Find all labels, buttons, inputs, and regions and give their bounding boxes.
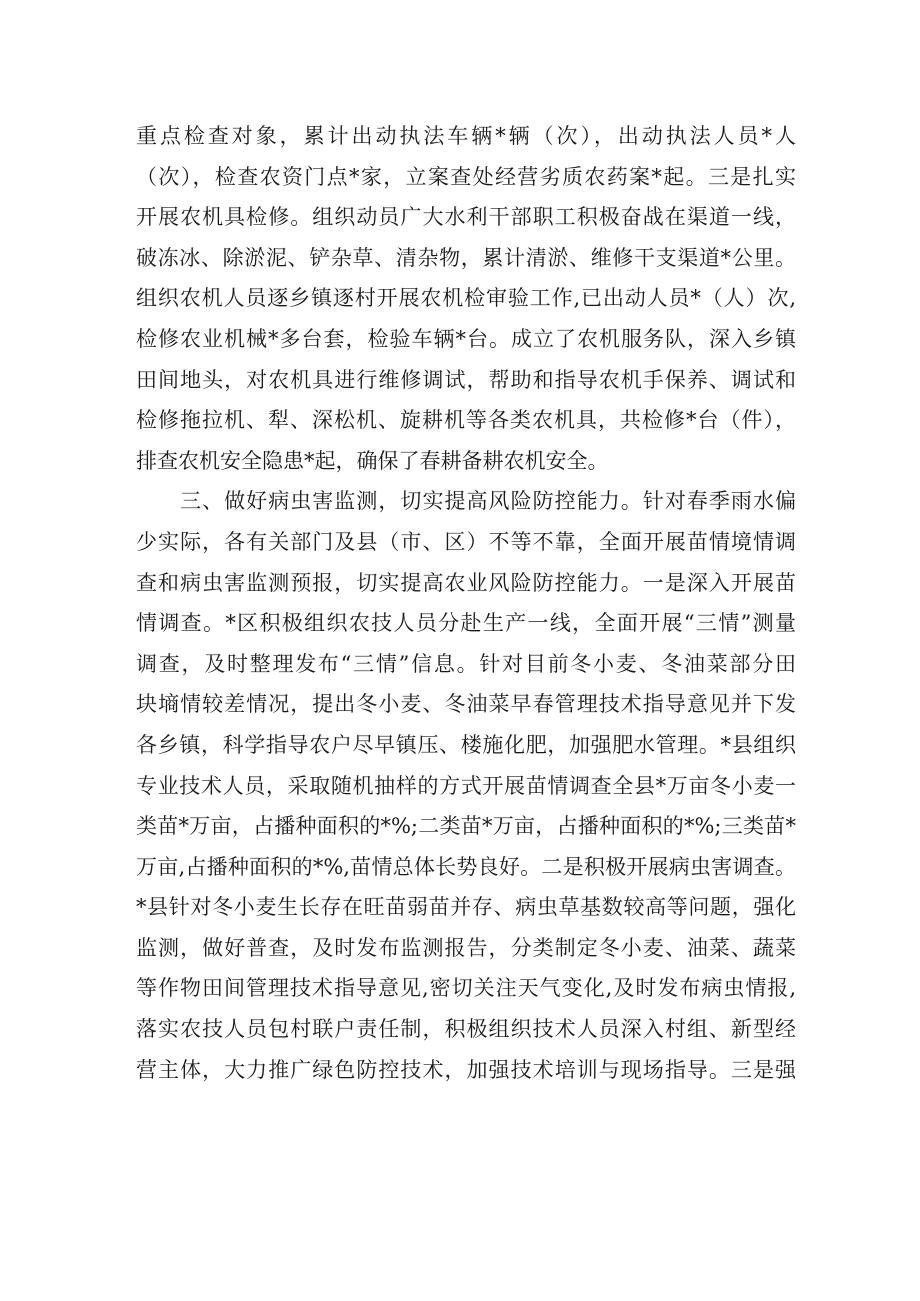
text-line: *县针对冬小麦生长存在旺苗弱苗并存、病虫草基数较高等问题，强化 [136, 895, 796, 920]
text-line: 调查，及时整理发布“三情”信息。针对目前冬小麦、冬油菜部分田 [136, 651, 796, 676]
document-body [136, 116, 796, 1090]
text-line: 重点检查对象，累计出动执法车辆*辆（次），出动执法人员*人 [136, 124, 796, 148]
text-line: 田间地头，对农机具进行维修调试，帮助和指导农机手保养、调试和 [136, 367, 796, 392]
text-line: 等作物田间管理技术指导意见,密切关注天气变化,及时发布病虫情报, [136, 976, 796, 1001]
text-line: 专业技术人员，采取随机抽样的方式开展苗情调查全县*万亩冬小麦一 [136, 773, 796, 798]
text-line: 破冻冰、除淤泥、铲杂草、清杂物，累计清淤、维修干支渠道*公里。 [136, 245, 796, 270]
text-line: 查和病虫害监测预报，切实提高农业风险防控能力。一是深入开展苗 [136, 570, 796, 595]
text-line: 监测，做好普查，及时发布监测报告，分类制定冬小麦、油菜、蔬菜 [136, 935, 796, 960]
section-heading-line: 三、做好病虫害监测，切实提高风险防控能力。针对春季雨水偏 [136, 489, 796, 514]
paragraph-inspection-machinery [136, 116, 796, 481]
text-line: 排查农机安全隐患*起，确保了春耕备耕农机安全。 [136, 448, 609, 473]
text-line: 检修农业机械*多台套，检验车辆*台。成立了农机服务队，深入乡镇 [136, 326, 796, 351]
text-line: 组织农机人员逐乡镇逐村开展农机检审验工作,已出动人员*（人）次, [136, 286, 796, 311]
text-line: 开展农机具检修。组织动员广大水利干部职工积极奋战在渠道一线， [136, 205, 796, 230]
text-line: 类苗*万亩，占播种面积的*%;二类苗*万亩，占播种面积的*%;三类苗* [136, 814, 796, 839]
text-line: 落实农技人员包村联户责任制，积极组织技术人员深入村组、新型经 [136, 1017, 796, 1042]
text-line: 各乡镇，科学指导农户尽早镇压、楼施化肥，加强肥水管理。*县组织 [136, 732, 796, 757]
text-line: 万亩,占播种面积的*%,苗情总体长势良好。二是积极开展病虫害调查。 [136, 854, 796, 879]
text-line: 块墒情较差情况，提出冬小麦、冬油菜早春管理技术指导意见并下发 [136, 692, 796, 717]
text-line: 营主体，大力推广绿色防控技术，加强技术培训与现场指导。三是强 [136, 1057, 796, 1082]
text-line: 情调查。*区积极组织农技人员分赴生产一线，全面开展“三情”测量 [136, 611, 796, 636]
paragraph-pest-monitoring [136, 481, 796, 1090]
text-line: （次），检查农资门点*家，立案查处经营劣质农药案*起。三是扎实 [136, 164, 796, 189]
text-line: 少实际，各有关部门及县（市、区）不等不靠，全面开展苗情境情调 [136, 529, 796, 554]
text-line: 检修拖拉机、犁、深松机、旋耕机等各类农机具，共检修*台（件）， [136, 408, 796, 433]
